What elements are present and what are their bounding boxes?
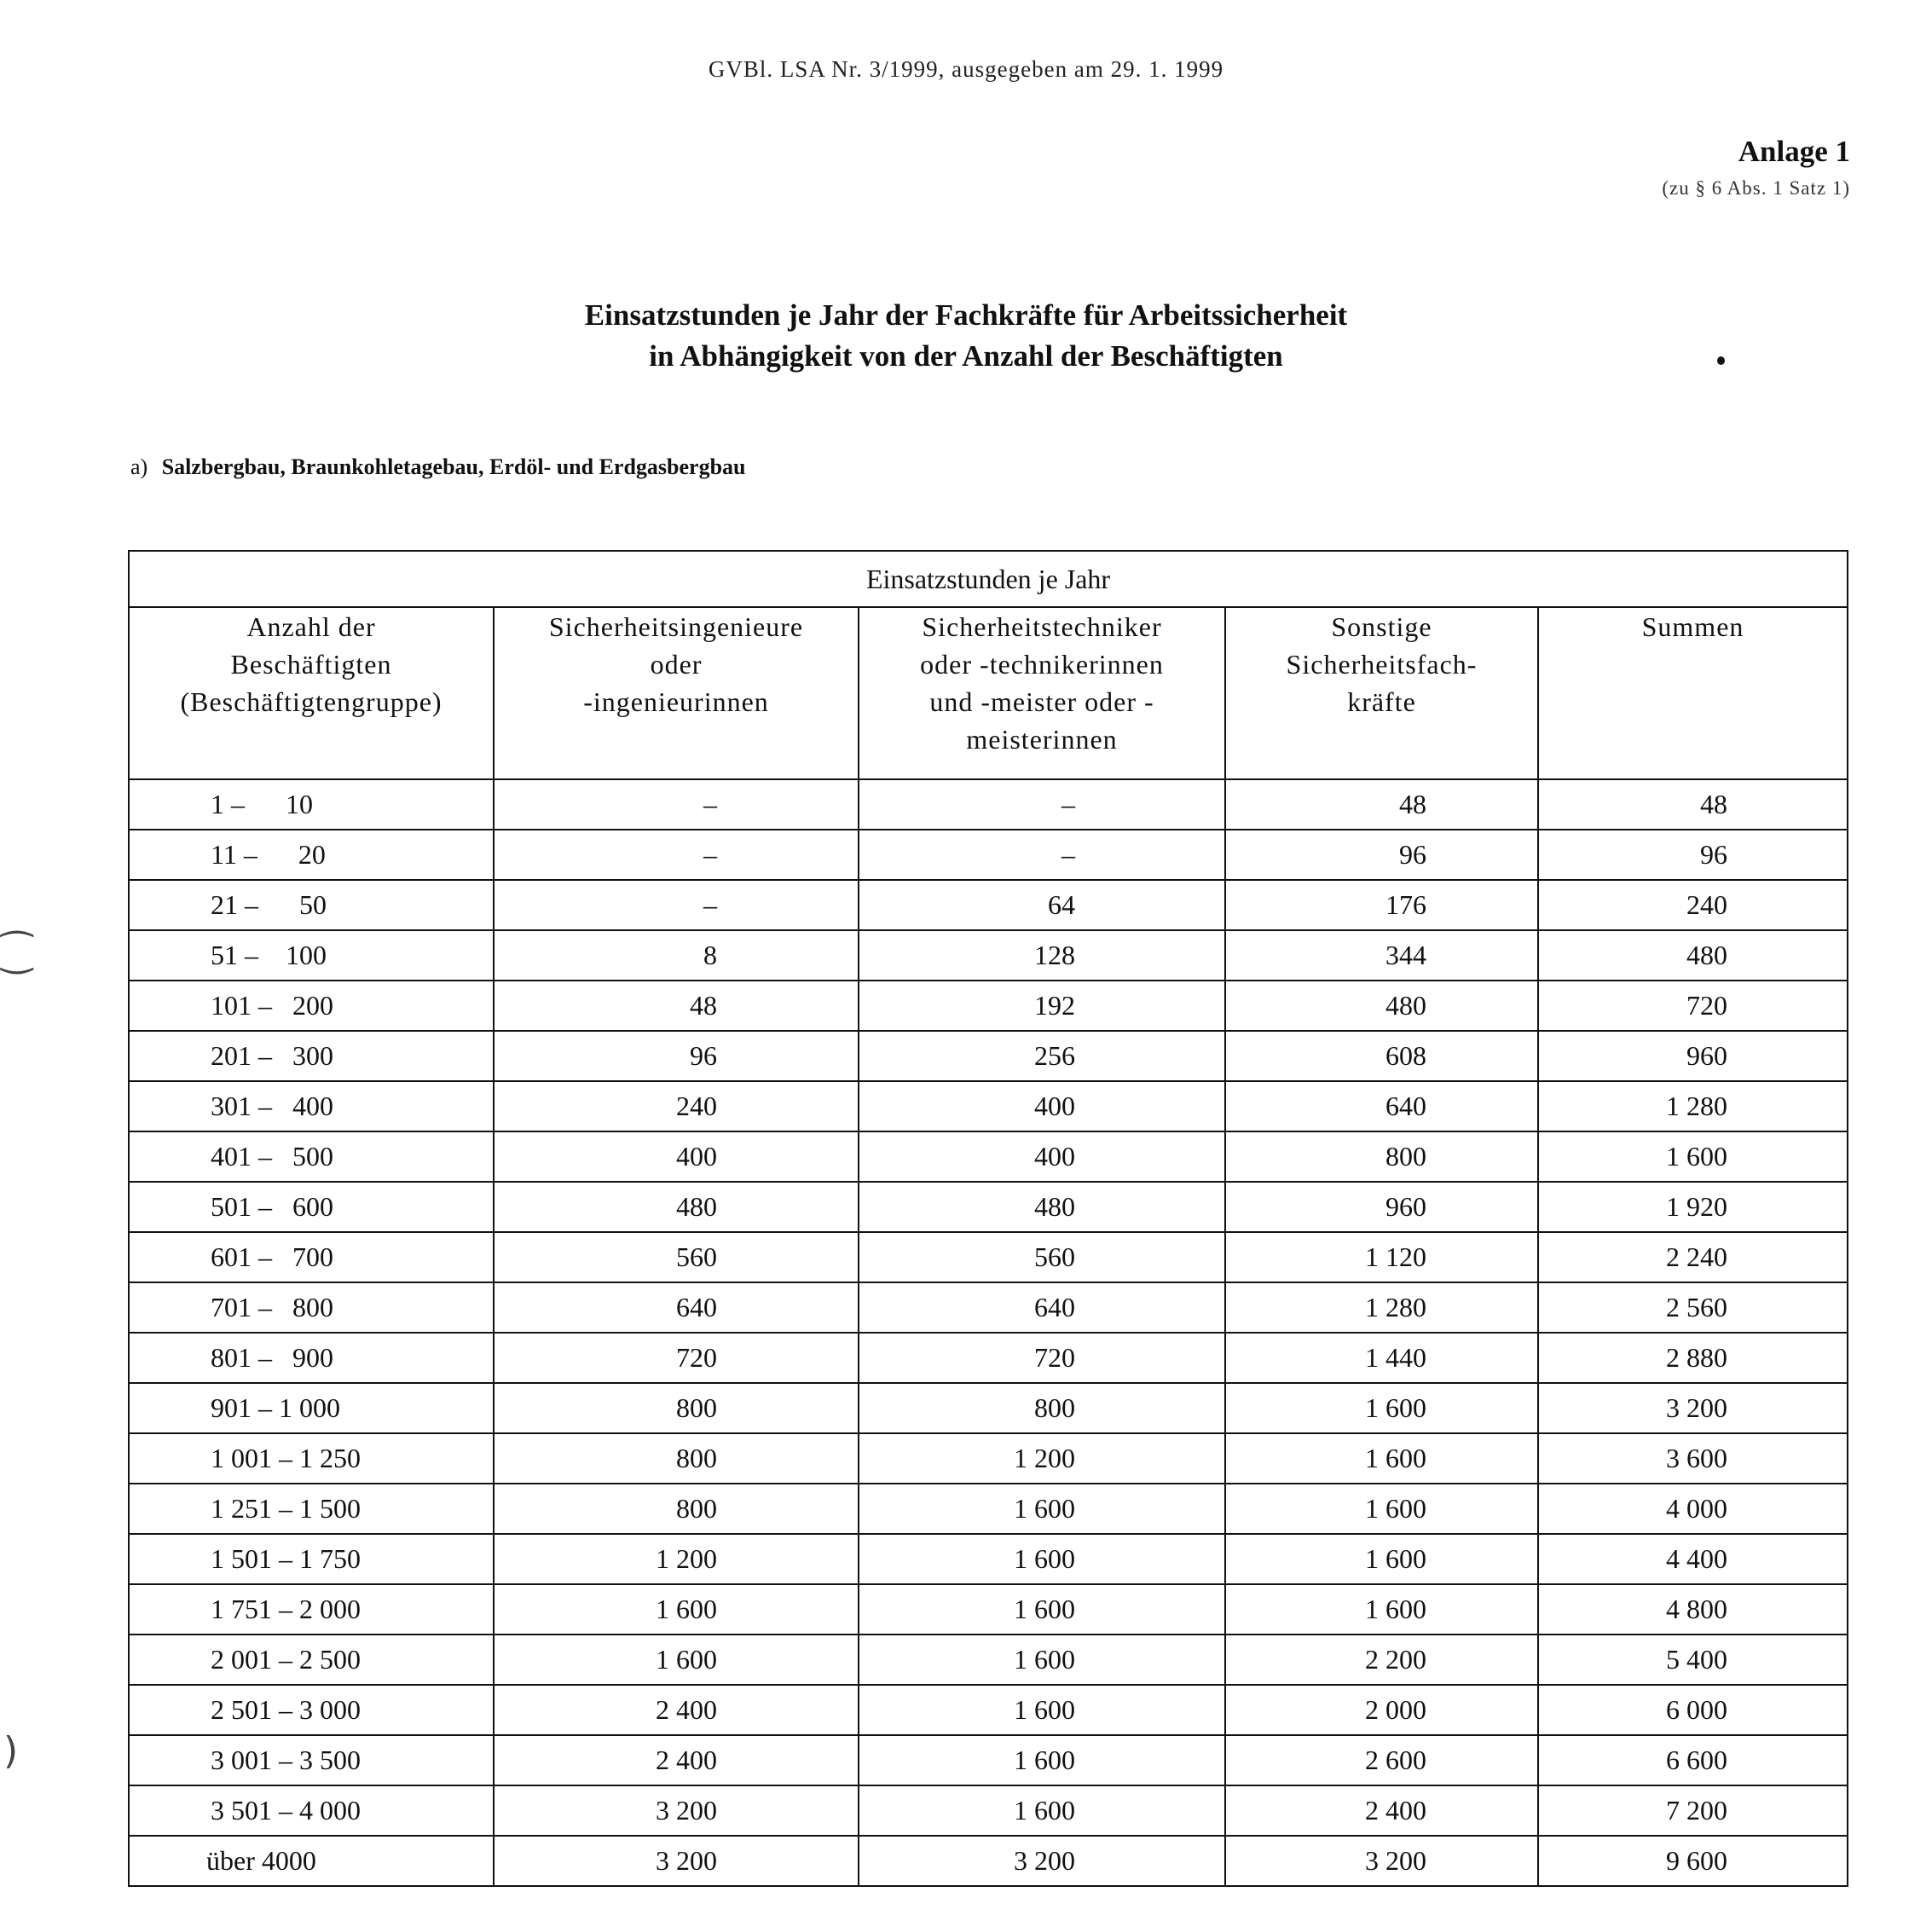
table-row [129,1635,1848,1685]
employee-range-cell: 3 001 – 3 500 [129,1735,494,1785]
document-title-line-1: Einsatzstunden je Jahr der Fachkräfte für Arbeitssicherheit [584,298,1348,332]
binding-hole-mark-top: ⁐ [2,931,32,975]
safety-engineers-cell: 480 [494,1182,859,1232]
total-cell: 3 200 [1538,1383,1848,1433]
safety-technicians-cell: 800 [859,1383,1225,1433]
employee-range-cell: 21 – 50 [129,880,494,930]
header-line: Beschäftigten [230,649,392,680]
section-heading [130,454,746,480]
total-cell: 960 [1538,1031,1848,1081]
safety-technicians-cell: 64 [859,880,1225,930]
safety-engineers-cell: 800 [494,1484,859,1534]
header-safety-engineers [494,607,859,779]
safety-engineers-cell: – [494,880,859,930]
table-row [129,1534,1848,1584]
other-specialists-cell: 1 280 [1225,1282,1538,1333]
total-cell: 6 000 [1538,1685,1848,1735]
employee-range-cell: 901 – 1 000 [129,1383,494,1433]
safety-engineers-cell: 1 600 [494,1635,859,1685]
total-cell: 9 600 [1538,1836,1848,1886]
safety-technicians-cell: 1 600 [859,1584,1225,1635]
gazette-header: GVBl. LSA Nr. 3/1999, ausgegeben am 29. 1. 1999 [708,56,1224,82]
safety-technicians-cell: 640 [859,1282,1225,1333]
other-specialists-cell: 96 [1225,830,1538,880]
safety-engineers-cell: 800 [494,1433,859,1484]
other-specialists-cell: 1 440 [1225,1333,1538,1383]
table-row [129,880,1848,930]
table-row [129,1031,1848,1081]
total-cell: 240 [1538,880,1848,930]
table-row [129,1232,1848,1282]
table-row [129,1584,1848,1635]
header-line: Summen [1641,611,1744,642]
binding-hole-mark-bottom: ) [3,1729,19,1773]
other-specialists-cell: 1 600 [1225,1484,1538,1534]
table-row [129,779,1848,830]
safety-engineers-cell: 1 600 [494,1584,859,1635]
table-row [129,1081,1848,1131]
safety-engineers-cell: – [494,830,859,880]
safety-technicians-cell: 192 [859,981,1225,1031]
safety-technicians-cell: 128 [859,930,1225,981]
working-hours-table [128,550,1848,1887]
total-cell: 1 920 [1538,1182,1848,1232]
other-specialists-cell: 2 200 [1225,1635,1538,1685]
safety-technicians-cell: – [859,779,1225,830]
header-line: Anzahl der [246,611,376,642]
total-cell: 4 400 [1538,1534,1848,1584]
employee-range-cell: 601 – 700 [129,1232,494,1282]
total-cell: 96 [1538,830,1848,880]
safety-engineers-cell: 2 400 [494,1685,859,1735]
header-line: Sicherheitsingenieure [548,611,804,642]
header-safety-technicians [859,607,1225,779]
header-line: oder -technikerinnen [920,649,1164,680]
table-row [129,1836,1848,1886]
safety-engineers-cell: 1 200 [494,1534,859,1584]
header-line: Sicherheitstechniker [922,611,1162,642]
safety-technicians-cell: 480 [859,1182,1225,1232]
safety-technicians-cell: 1 600 [859,1685,1225,1735]
total-cell: 5 400 [1538,1635,1848,1685]
other-specialists-cell: 960 [1225,1182,1538,1232]
total-cell: 4 000 [1538,1484,1848,1534]
header-totals [1538,607,1848,779]
safety-engineers-cell: 48 [494,981,859,1031]
table-row [129,1333,1848,1383]
safety-technicians-cell: 1 200 [859,1433,1225,1484]
safety-engineers-cell: 3 200 [494,1785,859,1836]
table-row [129,1484,1848,1534]
other-specialists-cell: 3 200 [1225,1836,1538,1886]
total-cell: 1 280 [1538,1081,1848,1131]
table-row [129,1735,1848,1785]
other-specialists-cell: 480 [1225,981,1538,1031]
header-line: Sicherheitsfach- [1286,649,1478,680]
employee-range-cell: 201 – 300 [129,1031,494,1081]
table-row [129,981,1848,1031]
safety-technicians-cell: 1 600 [859,1735,1225,1785]
stray-dot-mark [1717,356,1725,365]
employee-range-cell: 501 – 600 [129,1182,494,1232]
table-body [129,779,1848,1886]
annex-title: Anlage 1 [1738,135,1850,168]
employee-range-cell: über 4000 [129,1836,494,1886]
safety-technicians-cell: 1 600 [859,1635,1225,1685]
other-specialists-cell: 1 600 [1225,1584,1538,1635]
employee-range-cell: 1 501 – 1 750 [129,1534,494,1584]
total-cell: 2 560 [1538,1282,1848,1333]
other-specialists-cell: 640 [1225,1081,1538,1131]
safety-technicians-cell: 1 600 [859,1484,1225,1534]
employee-range-cell: 1 251 – 1 500 [129,1484,494,1534]
other-specialists-cell: 344 [1225,930,1538,981]
total-cell: 48 [1538,779,1848,830]
employee-range-cell: 2 001 – 2 500 [129,1635,494,1685]
header-line: Sonstige [1331,611,1432,642]
safety-technicians-cell: 256 [859,1031,1225,1081]
safety-engineers-cell: 2 400 [494,1735,859,1785]
table-super-header-row [129,551,1848,607]
total-cell: 720 [1538,981,1848,1031]
safety-technicians-cell: 3 200 [859,1836,1225,1886]
table-row [129,1383,1848,1433]
header-line: (Beschäftigtengruppe) [180,686,443,717]
safety-technicians-cell: 400 [859,1131,1225,1182]
employee-range-cell: 1 751 – 2 000 [129,1584,494,1635]
safety-technicians-cell: 1 600 [859,1534,1225,1584]
safety-engineers-cell: 96 [494,1031,859,1081]
other-specialists-cell: 48 [1225,779,1538,830]
table-row [129,1685,1848,1735]
safety-technicians-cell: – [859,830,1225,880]
table-row [129,1131,1848,1182]
total-cell: 3 600 [1538,1433,1848,1484]
other-specialists-cell: 176 [1225,880,1538,930]
section-heading-text: Salzbergbau, Braunkohletagebau, Erdöl- und Erdgasbergbau [161,454,746,479]
table-row [129,1433,1848,1484]
safety-engineers-cell: 560 [494,1232,859,1282]
header-employee-group [129,607,494,779]
safety-engineers-cell: 240 [494,1081,859,1131]
safety-engineers-cell: 8 [494,930,859,981]
section-label: a) [130,454,148,479]
other-specialists-cell: 1 600 [1225,1383,1538,1433]
super-header-cell: Einsatzstunden je Jahr [129,551,1848,607]
annex-reference: (zu § 6 Abs. 1 Satz 1) [1662,177,1850,199]
employee-range-cell: 301 – 400 [129,1081,494,1131]
total-cell: 4 800 [1538,1584,1848,1635]
document-title [0,295,1932,377]
total-cell: 1 600 [1538,1131,1848,1182]
safety-engineers-cell: – [494,779,859,830]
header-line: -ingenieurinnen [583,686,769,717]
safety-technicians-cell: 400 [859,1081,1225,1131]
other-specialists-cell: 1 600 [1225,1534,1538,1584]
header-line: und -meister oder - [929,686,1154,717]
other-specialists-cell: 2 400 [1225,1785,1538,1836]
safety-engineers-cell: 720 [494,1333,859,1383]
safety-engineers-cell: 640 [494,1282,859,1333]
total-cell: 2 240 [1538,1232,1848,1282]
other-specialists-cell: 2 600 [1225,1735,1538,1785]
employee-range-cell: 1 001 – 1 250 [129,1433,494,1484]
header-other-specialists [1225,607,1538,779]
other-specialists-cell: 1 120 [1225,1232,1538,1282]
table-row [129,930,1848,981]
document-title-line-2: in Abhängigkeit von der Anzahl der Beschäftigten [649,339,1283,373]
employee-range-cell: 51 – 100 [129,930,494,981]
other-specialists-cell: 1 600 [1225,1433,1538,1484]
employee-range-cell: 401 – 500 [129,1131,494,1182]
header-line: kräfte [1347,686,1416,717]
safety-technicians-cell: 560 [859,1232,1225,1282]
table-row [129,1785,1848,1836]
safety-technicians-cell: 720 [859,1333,1225,1383]
total-cell: 7 200 [1538,1785,1848,1836]
total-cell: 2 880 [1538,1333,1848,1383]
total-cell: 480 [1538,930,1848,981]
safety-engineers-cell: 3 200 [494,1836,859,1886]
header-line: meisterinnen [966,724,1118,755]
total-cell: 6 600 [1538,1735,1848,1785]
employee-range-cell: 1 – 10 [129,779,494,830]
other-specialists-cell: 800 [1225,1131,1538,1182]
employee-range-cell: 3 501 – 4 000 [129,1785,494,1836]
safety-engineers-cell: 400 [494,1131,859,1182]
table-row [129,1182,1848,1232]
employee-range-cell: 701 – 800 [129,1282,494,1333]
table-row [129,1282,1848,1333]
header-line: oder [650,649,703,680]
other-specialists-cell: 608 [1225,1031,1538,1081]
table-row [129,830,1848,880]
employee-range-cell: 801 – 900 [129,1333,494,1383]
employee-range-cell: 101 – 200 [129,981,494,1031]
other-specialists-cell: 2 000 [1225,1685,1538,1735]
employee-range-cell: 2 501 – 3 000 [129,1685,494,1735]
safety-engineers-cell: 800 [494,1383,859,1433]
employee-range-cell: 11 – 20 [129,830,494,880]
table-header-row [129,607,1848,779]
safety-technicians-cell: 1 600 [859,1785,1225,1836]
